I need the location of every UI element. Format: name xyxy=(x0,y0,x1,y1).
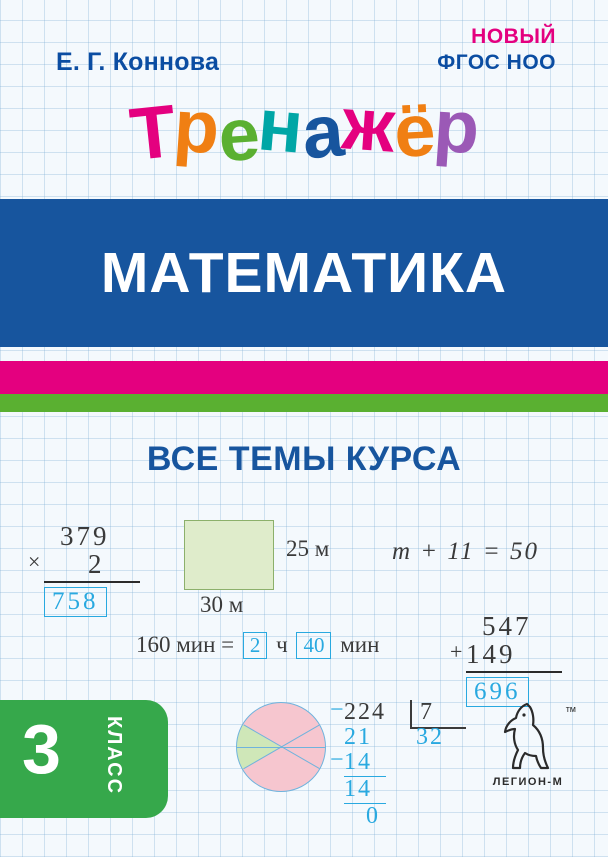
equation-example: m + 11 = 50 xyxy=(392,538,539,565)
addition-rule xyxy=(466,671,562,673)
division-divisor: 7 xyxy=(420,699,434,725)
publisher-logo xyxy=(482,700,574,788)
fraction-pie-chart xyxy=(236,702,326,792)
rectangle-figure xyxy=(184,520,274,590)
trainer-letter-2: р xyxy=(171,83,222,170)
multiplication-top: 379 xyxy=(60,521,110,551)
long-division-example xyxy=(330,697,444,829)
trainer-letter-8: р xyxy=(431,83,482,170)
multiplication-answer: 758 xyxy=(44,587,107,617)
pink-divider xyxy=(0,361,608,394)
conversion-hours-box: 2 xyxy=(243,632,268,659)
fgos-line-1: НОВЫЙ xyxy=(471,25,556,48)
division-row-2 xyxy=(344,725,444,750)
division-minus-2: − xyxy=(330,747,346,773)
trainer-letter-5: а xyxy=(298,88,347,175)
trademark-mark: тм xyxy=(565,704,576,714)
rectangle-side-right: 25 м xyxy=(286,536,330,561)
publisher-name: ЛЕГИОН-М xyxy=(492,776,564,788)
fgos-badge xyxy=(437,24,556,75)
page-title: МАТЕМАТИКА xyxy=(100,241,508,305)
multiply-sign: × xyxy=(28,549,44,575)
trainer-letter-1: Т xyxy=(126,88,179,177)
green-divider xyxy=(0,394,608,412)
trainer-letter-4: н xyxy=(255,82,306,169)
conversion-minutes-label: мин xyxy=(340,632,380,657)
title-band xyxy=(0,199,608,347)
multiplication-bottom: 2 xyxy=(88,549,105,580)
grade-word: КЛАСС xyxy=(103,716,125,796)
division-step-1: 21 xyxy=(344,724,372,750)
grade-number: 3 xyxy=(22,710,61,788)
trainer-letter-6: ж xyxy=(339,81,397,168)
multiplication-bottom-row xyxy=(28,549,140,580)
addition-bottom-row xyxy=(450,639,562,670)
division-step-2: 14 xyxy=(344,749,372,775)
multiplication-rule xyxy=(44,581,140,583)
addition-bottom: 149 xyxy=(466,639,516,670)
multiplication-example xyxy=(28,521,140,617)
division-step-3: 14 xyxy=(344,776,372,802)
trainer-letter-7: ё xyxy=(391,88,437,173)
grade-badge xyxy=(0,700,168,818)
division-minus-1: − xyxy=(330,697,346,723)
addition-example xyxy=(450,611,562,707)
addition-top: 547 xyxy=(482,611,532,641)
conversion-minutes-box: 40 xyxy=(296,632,331,659)
conversion-lead: 160 мин = xyxy=(136,632,235,657)
division-remainder: 0 xyxy=(366,803,380,829)
division-dividend: 224 xyxy=(344,699,386,725)
division-row-3 xyxy=(330,747,444,775)
trainer-letter-3: е xyxy=(215,91,262,178)
plus-sign: + xyxy=(450,639,466,665)
division-row-5 xyxy=(344,804,444,829)
author-name: Е. Г. Коннова xyxy=(56,48,220,76)
conversion-hours-label: ч xyxy=(276,632,288,657)
horse-icon xyxy=(497,700,559,774)
trainer-word xyxy=(0,81,608,178)
division-row-1 xyxy=(330,697,444,725)
division-quotient: 32 xyxy=(416,724,444,750)
rectangle-side-bottom: 30 м xyxy=(200,592,244,617)
subtitle: ВСЕ ТЕМЫ КУРСА xyxy=(146,440,462,478)
addition-answer: 696 xyxy=(466,677,529,707)
division-row-4 xyxy=(344,777,444,802)
fgos-line-2: ФГОС НОО xyxy=(437,50,556,74)
unit-conversion-example xyxy=(136,632,379,659)
